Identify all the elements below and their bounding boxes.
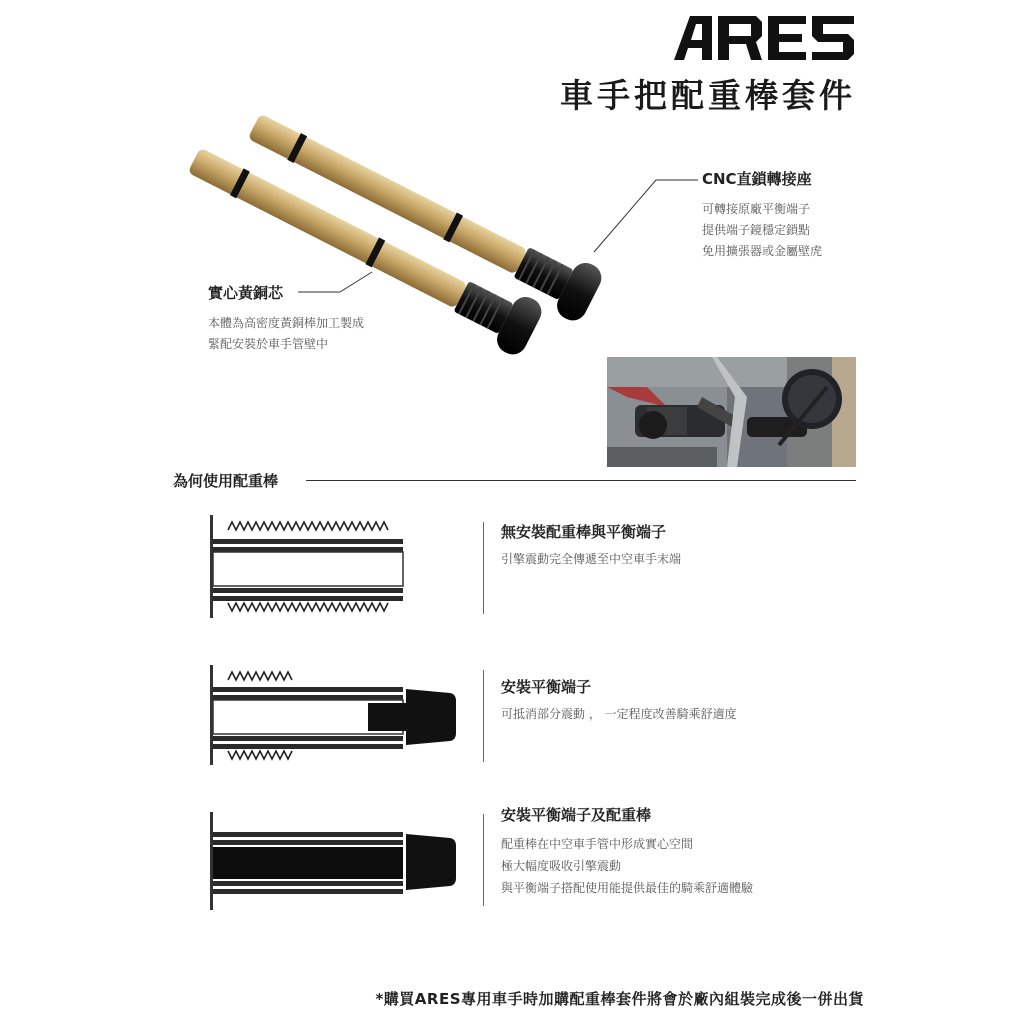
section-title: 為何使用配重棒 (173, 472, 279, 490)
item-end-only (501, 676, 737, 725)
footnote: *購買ARES專用車手時加購配重棒套件將會於廠內組裝完成後一併出貨 (375, 990, 864, 1008)
callout-brass-core (208, 282, 364, 355)
callout-title: 實心黃銅芯 (208, 284, 284, 302)
section-divider (306, 480, 856, 481)
callout-line: 緊配安裝於車手管壁中 (208, 337, 329, 351)
callout-cnc-adapter (702, 168, 822, 262)
callout-line: 可轉接原廠平衡端子 (702, 202, 811, 216)
ares-logo (672, 14, 856, 62)
item-no-bar-no-end (501, 521, 681, 570)
item-divider (483, 522, 484, 614)
diagram-end-only (210, 665, 470, 775)
callout-line: 免用擴張器或金屬壁虎 (702, 244, 823, 258)
item-desc: 極大幅度吸收引擎震動 (501, 859, 622, 873)
callout-leader-right (590, 176, 700, 256)
item-title: 無安裝配重棒與平衡端子 (501, 523, 667, 541)
item-divider (483, 670, 484, 762)
diagram-end-and-bar (210, 812, 470, 922)
callout-title: CNC直鎖轉接座 (702, 170, 812, 188)
motorcycle-handlebar-photo (607, 357, 856, 467)
item-divider (483, 814, 484, 906)
item-desc: 配重棒在中空車手管中形成實心空間 (501, 837, 694, 851)
callout-line: 本體為高密度黃銅棒加工製成 (208, 316, 365, 330)
page-title: 車手把配重棒套件 (560, 76, 856, 115)
item-desc: 可抵消部分震動 ， 一定程度改善騎乘舒適度 (501, 707, 737, 721)
item-end-and-bar (501, 804, 753, 899)
item-desc: 與平衡端子搭配使用能提供最佳的騎乘舒適體驗 (501, 881, 754, 895)
diagram-no-bar-no-end (210, 515, 470, 625)
item-title: 安裝平衡端子及配重棒 (501, 806, 652, 824)
item-desc: 引擎震動完全傳遞至中空車手末端 (501, 552, 682, 566)
callout-line: 提供端子鏡穩定鎖點 (702, 223, 811, 237)
weight-bar-product-image (170, 100, 650, 400)
item-title: 安裝平衡端子 (501, 678, 592, 696)
